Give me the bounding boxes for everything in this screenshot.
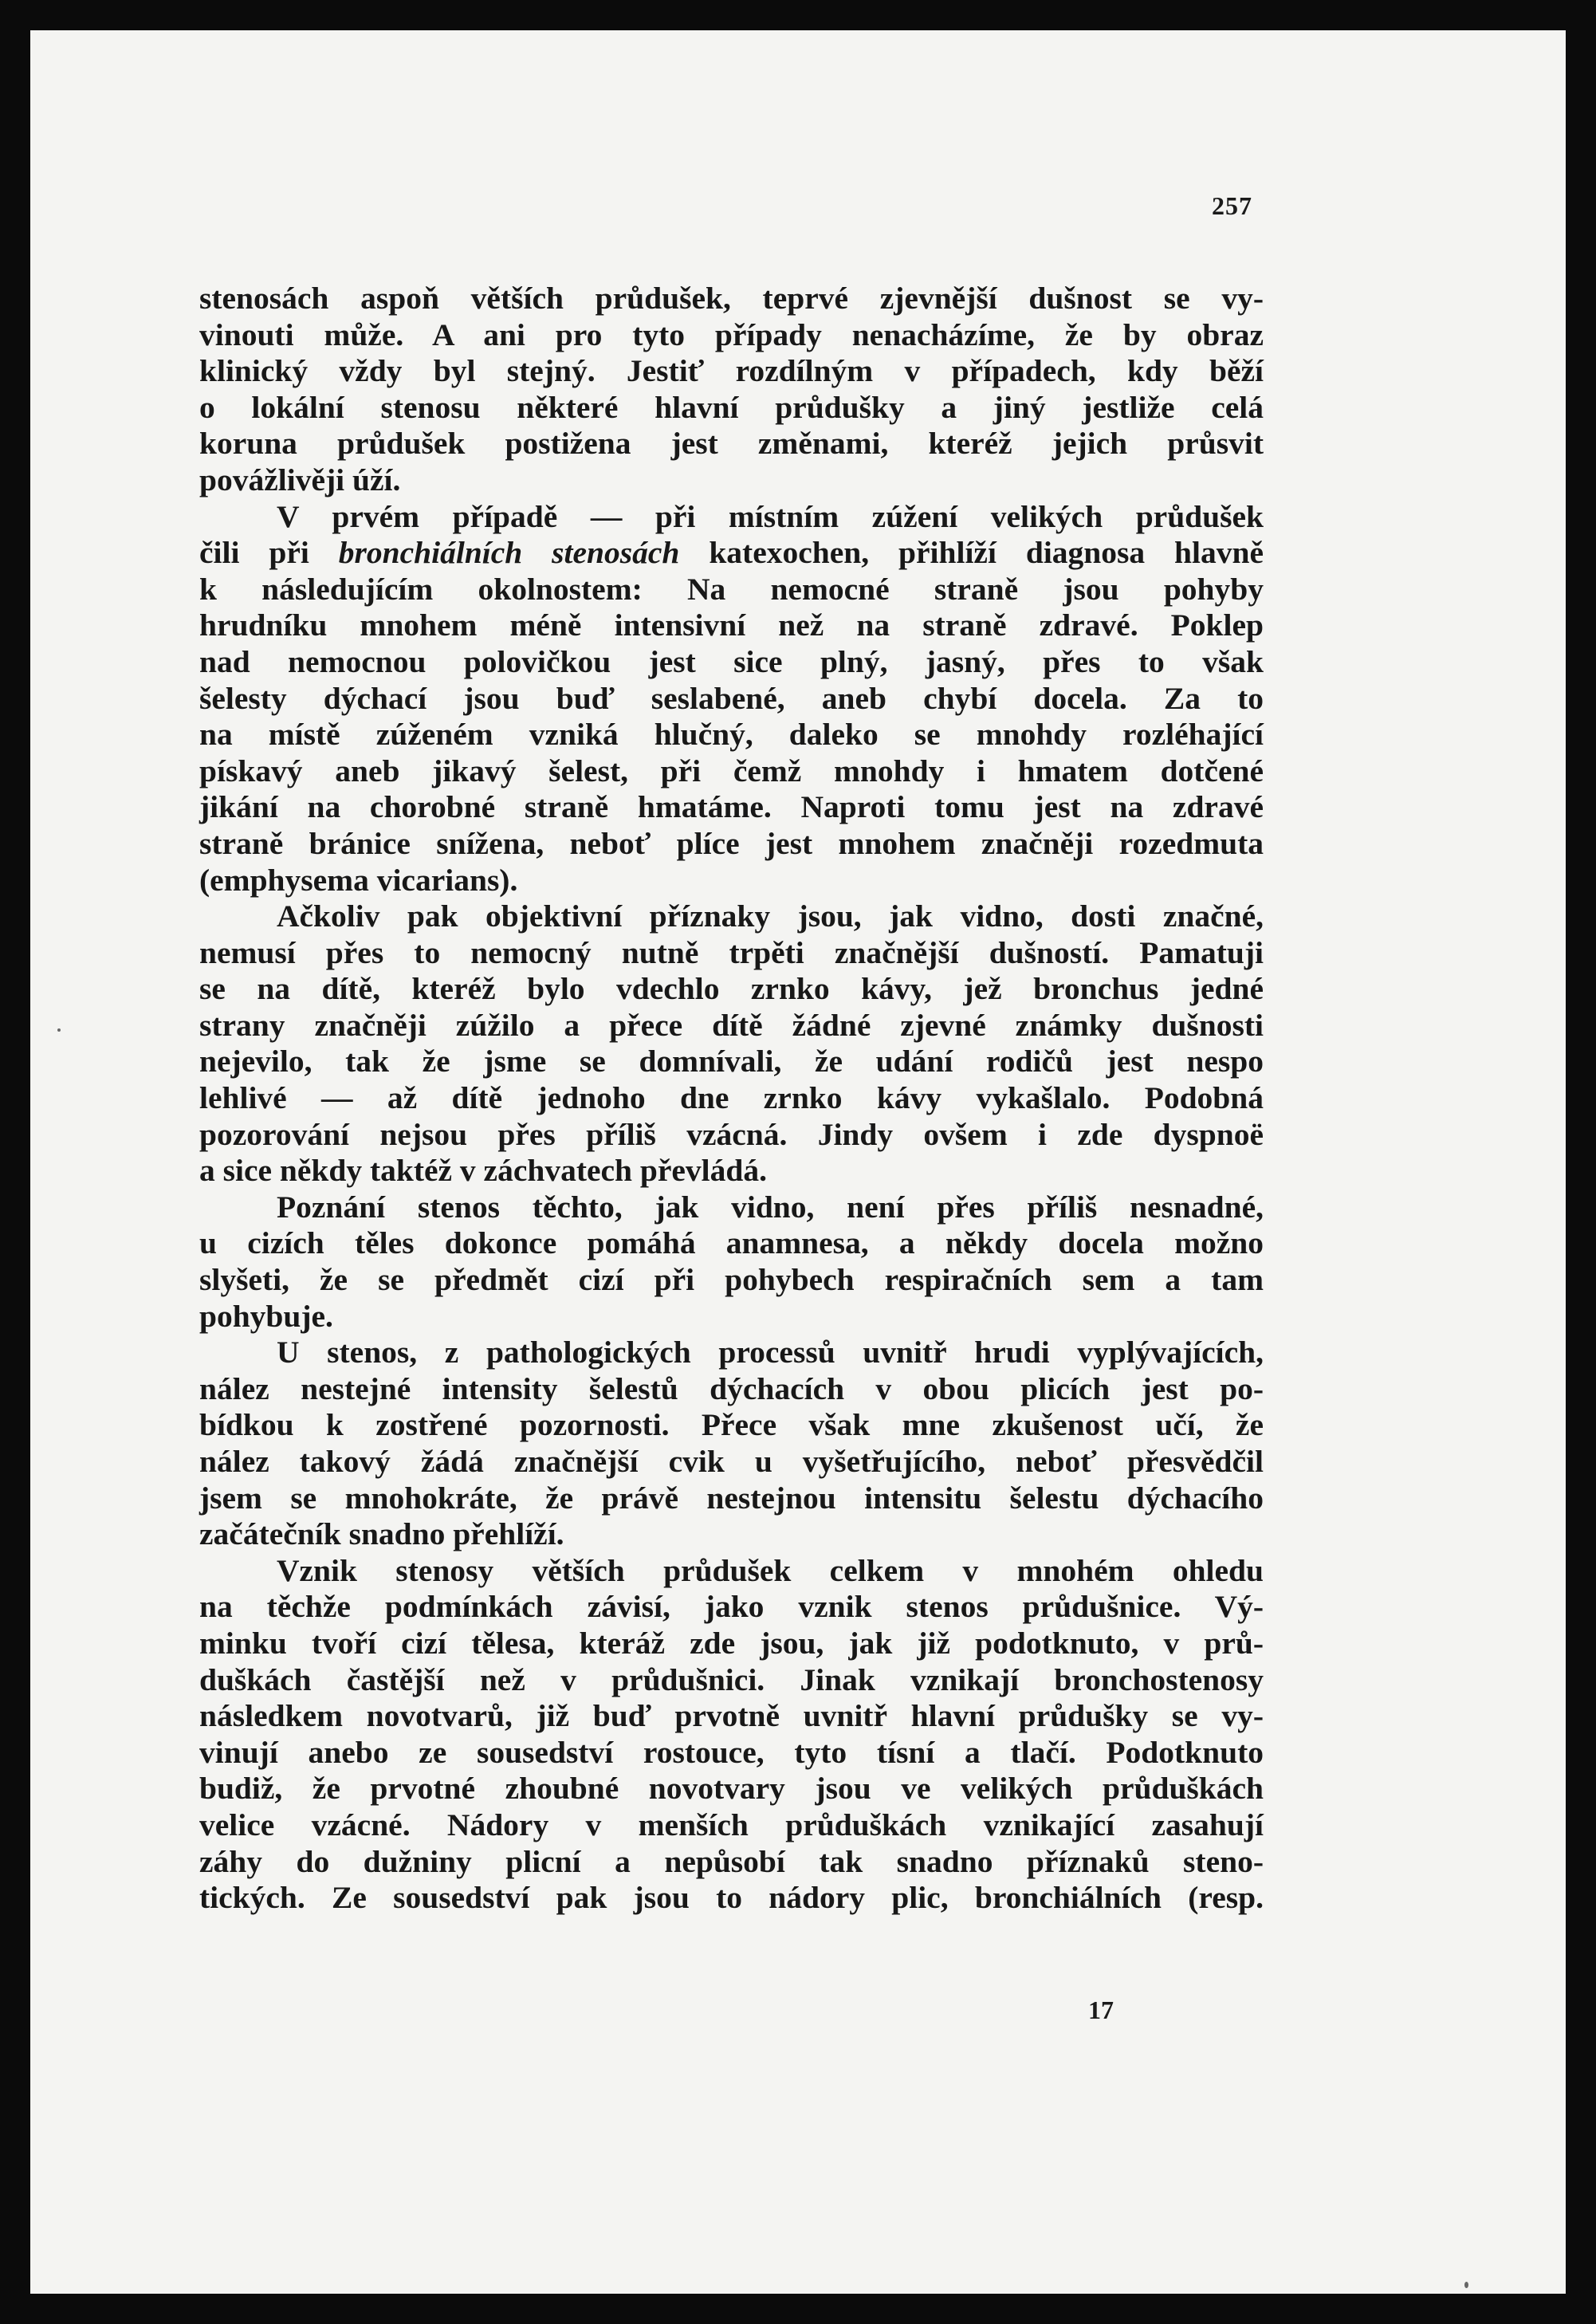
- text-line: následkem novotvarů, již buď prvotně uvnitř hlavní průdušky se vy-: [199, 1698, 1264, 1734]
- body-text: [199, 281, 1264, 1917]
- text-line: povážlivěji úží.: [199, 462, 401, 497]
- text-line: straně bránice snížena, neboť plíce jest mnohem značněji rozedmuta: [199, 825, 1264, 861]
- text-line: Poznání stenos těchto, jak vidno, není přes příliš nesnadné,: [277, 1189, 1264, 1225]
- signature-mark: 17: [1088, 1996, 1114, 2024]
- text-line: začátečník snadno přehlíží.: [199, 1516, 564, 1552]
- text-line: (emphysema vicarians).: [199, 862, 518, 898]
- dust-speck: [57, 1028, 61, 1032]
- dust-speck: [1464, 2282, 1468, 2288]
- text-line: koruna průdušek postižena jest změnami, kteréž jejich průsvit: [199, 426, 1264, 462]
- text-line: minku tvoří cizí tělesa, kteráž zde jsou, jak již podotknuto, v prů-: [199, 1625, 1264, 1661]
- text-line: hrudníku mnohem méně intensivní než na straně zdravé. Poklep: [199, 608, 1264, 643]
- text-line: V prvém případě — při místním zúžení velikých průdušek: [277, 498, 1264, 534]
- line-part: katexochen, přihlíží diagnosa hlavně: [679, 535, 1264, 571]
- text-line: pískavý aneb jikavý šelest, při čemž mnohdy i hmatem dotčené: [199, 753, 1264, 788]
- text-line: velice vzácné. Nádory v menších průduškách vznikající zasahují: [199, 1807, 1264, 1842]
- text-line: klinický vždy byl stejný. Jestiť rozdílným v případech, kdy běží: [199, 353, 1264, 389]
- text-line: pohybuje.: [199, 1298, 333, 1334]
- text-line: pozorování nejsou přes příliš vzácná. Jindy ovšem i zde dyspnoë: [199, 1116, 1264, 1152]
- text-line: vinouti může. A ani pro tyto případy nenacházíme, že by obraz: [199, 317, 1264, 352]
- text-line: duškách častější než v průdušnici. Jinak vznikají bronchostenosy: [199, 1661, 1264, 1697]
- text-line: Vznik stenosy větších průdušek celkem v mnohém ohledu: [277, 1552, 1264, 1588]
- text-line: tických. Ze sousedství pak jsou to nádory plic, bronchiálních (resp.: [199, 1880, 1264, 1916]
- italic-term: bronchiálních stenosách: [338, 535, 680, 571]
- text-line: se na dítě, kteréž bylo vdechlo zrnko kávy, jež bronchus jedné: [199, 971, 1264, 1007]
- text-line: na těchže podmínkách závisí, jako vznik stenos průdušnice. Vý-: [199, 1589, 1264, 1625]
- text-line: lehlivé — až dítě jednoho dne zrnko kávy vykašlalo. Podobná: [199, 1080, 1264, 1116]
- text-line: U stenos, z pathologických processů uvnitř hrudi vyplývajících,: [277, 1335, 1264, 1370]
- text-line: strany značněji zúžilo a přece dítě žádné zjevné známky dušnosti: [199, 1007, 1264, 1043]
- line-part: čili při: [199, 535, 339, 571]
- text-line: jsem se mnohokráte, že právě nestejnou intensitu šelestu dýchacího: [199, 1480, 1264, 1516]
- text-line: budiž, že prvotné zhoubné novotvary jsou ve velikých průduškách: [199, 1771, 1264, 1807]
- text-line: stenosách aspoň větších průdušek, teprvé zjevnější dušnost se vy-: [199, 281, 1264, 316]
- text-line: na místě zúženém vzniká hlučný, daleko se mnohdy rozléhající: [199, 717, 1264, 753]
- text-line-with-italic: [199, 535, 1264, 572]
- text-line: Ačkoliv pak objektivní příznaky jsou, jak vidno, dosti značné,: [277, 899, 1264, 934]
- text-line: u cizích těles dokonce pomáhá anamnesa, a někdy docela možno: [199, 1225, 1264, 1261]
- text-line: nález nestejné intensity šelestů dýchacích v obou plicích jest po-: [199, 1370, 1264, 1406]
- text-line: bídkou k zostřené pozornosti. Přece však mne zkušenost učí, že: [199, 1407, 1264, 1443]
- text-line: slyšeti, že se předmět cizí při pohybech respiračních sem a tam: [199, 1262, 1264, 1298]
- text-line: k následujícím okolnostem: Na nemocné straně jsou pohyby: [199, 571, 1264, 607]
- text-line: záhy do dužniny plicní a nepůsobí tak snadno příznaků steno-: [199, 1843, 1264, 1879]
- text-line: o lokální stenosu některé hlavní průdušky a jiný jestliže celá: [199, 389, 1264, 425]
- text-line: šelesty dýchací jsou buď seslabené, aneb chybí docela. Za to: [199, 680, 1264, 716]
- page-number: 257: [1212, 191, 1252, 220]
- text-line: nemusí přes to nemocný nutně trpěti značnější dušností. Pamatuji: [199, 934, 1264, 970]
- text-line: vinují anebo ze sousedství rostouce, tyto tísní a tlačí. Podotknuto: [199, 1734, 1264, 1770]
- text-line: a sice někdy taktéž v záchvatech převládá.: [199, 1153, 768, 1189]
- text-line: nález takový žádá značnější cvik u vyšetřujícího, neboť přesvědčil: [199, 1444, 1264, 1479]
- text-line: nejevilo, tak že jsme se domnívali, že udání rodičů jest nespo: [199, 1044, 1264, 1079]
- text-line: nad nemocnou polovičkou jest sice plný, jasný, přes to však: [199, 643, 1264, 679]
- text-line: jikání na chorobné straně hmatáme. Naproti tomu jest na zdravé: [199, 789, 1264, 825]
